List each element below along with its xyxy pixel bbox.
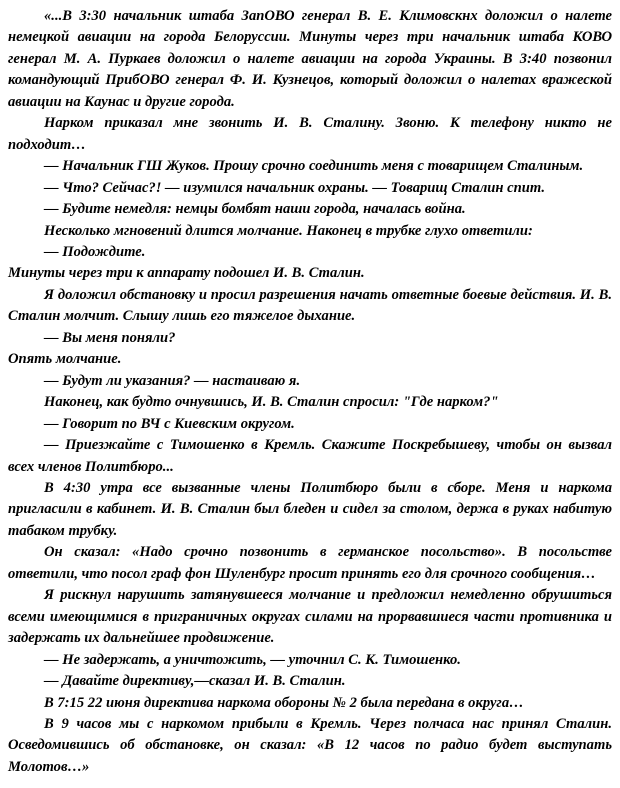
paragraph-2: Нарком приказал мне звонить И. В. Сталину. Звоню. К телефону никто не подходит… xyxy=(8,115,612,153)
paragraph-19: — Не задержать, а уничтожить, — уточнил С. К. Тимошенко. xyxy=(44,651,461,668)
paragraph-18: Я рискнул нарушить затянувшееся молчание и предложил немедленно обрушиться всеми имеющимися в приграничных округах силами на прорвавшиеся части противника и задержать их дальнейшее продвижение. xyxy=(8,587,612,647)
paragraph-14: — Говорит по ВЧ с Киевским округом. xyxy=(44,415,295,432)
paragraph-1: «...В 3:30 начальник штаба ЗапОВО генерал В. Е. Климовскнх доложил о налете немецкой авиации на города Белоруссии. Минуты через три начальник штаба КОВО генерал М. А. Пуркаев доложил о налете авиации на города Украины. В 3:40 позвонил командующий ПрибОВО генерал Ф. И. Кузнецов, который доложил о налетах вражеской авиации на Каунас и другие города. xyxy=(8,8,612,110)
paragraph-13: Наконец, как будто очнувшись, И. В. Сталин спросил: "Где нарком?" xyxy=(44,394,499,411)
paragraph-8: Минуты через три к аппарату подошел И. В. Сталин. xyxy=(8,265,365,282)
paragraph-5: — Будите немедля: немцы бомбят наши города, началась война. xyxy=(44,201,466,218)
paragraph-4: — Что? Сейчас?! — изумился начальник охраны. — Товарищ Сталин спит. xyxy=(44,179,546,196)
paragraph-9: Я доложил обстановку и просил разрешения начать ответные боевые действия. И. В. Сталин молчит. Слышу лишь его тяжелое дыхание. xyxy=(8,286,612,325)
paragraph-20: — Давайте директиву,—сказал И. В. Сталин. xyxy=(44,673,346,690)
paragraph-16: В 4:30 утра все вызванные члены Политбюро были в сборе. Меня и наркома пригласили в кабинет. И. В. Сталин был бледен и сидел за столом, держа в руках набитую табаком трубку. xyxy=(8,479,612,539)
paragraph-11: Опять молчание. xyxy=(8,351,122,368)
paragraph-15: — Приезжайте с Тимошенко в Кремль. Скажите Поскребышеву, чтобы он вызвал всех членов Политбюро... xyxy=(8,437,612,475)
paragraph-12: — Будут ли указания? — настаиваю я. xyxy=(44,372,301,389)
paragraph-17: Он сказал: «Надо срочно позвонить в германское посольство». В посольстве ответили, что посол граф фон Шуленбург просит принять его для срочного сообщения… xyxy=(8,544,612,582)
paragraph-21: В 7:15 22 июня директива наркома обороны № 2 была передана в округа… xyxy=(44,694,524,711)
paragraph-3: — Начальник ГШ Жуков. Прошу срочно соединить меня с товарищем Сталиным. xyxy=(44,158,584,175)
paragraph-10: — Вы меня поняли? xyxy=(44,329,176,346)
paragraph-22: В 9 часов мы с наркомом прибыли в Кремль. Через полчаса нас принял Сталин. Осведомившись об обстановке, он сказал: «В 12 часов по радио будет выступать Молотов…» xyxy=(8,715,612,775)
paragraph-7: — Подождите. xyxy=(44,243,146,260)
paragraph-6: Несколько мгновений длится молчание. Наконец в трубке глухо ответили: xyxy=(44,222,533,239)
